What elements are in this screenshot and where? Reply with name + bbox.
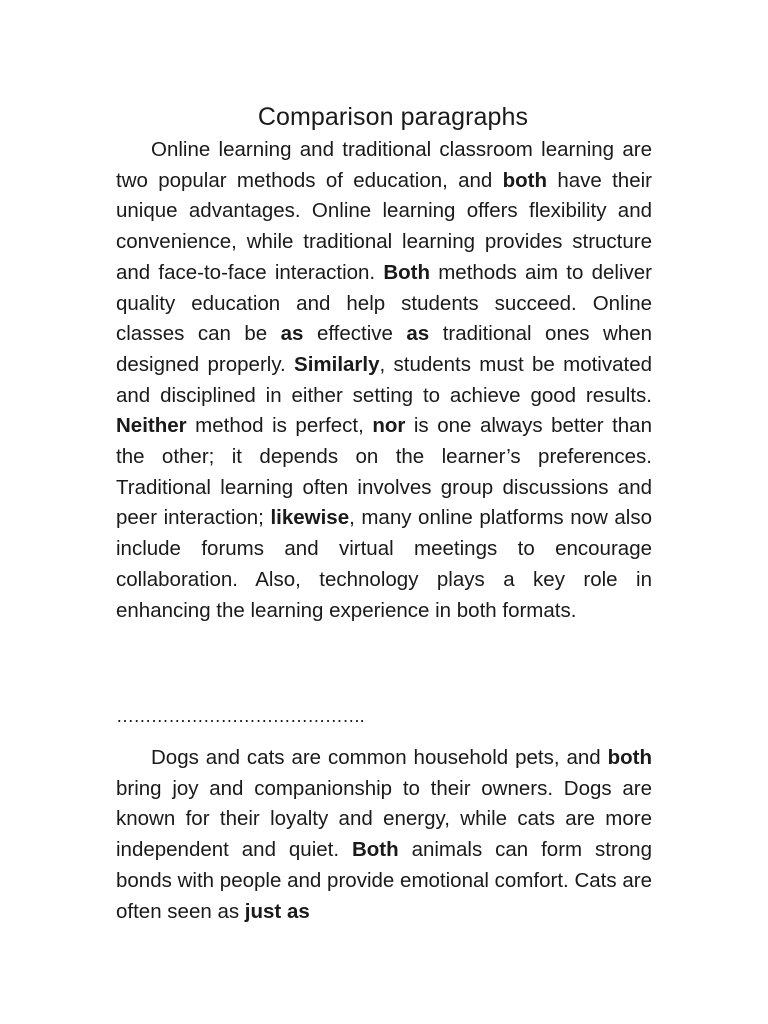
comparison-keyword: Neither	[116, 414, 187, 438]
text-segment: Online learning and traditional classroom learning are two popular methods of education, and	[116, 138, 652, 192]
paragraph-online-learning	[116, 135, 652, 626]
comparison-keyword: both	[607, 746, 652, 769]
text-segment: effective	[303, 322, 407, 346]
text-segment: , many online platforms now also include forums and virtual meetings to encourage collaboration. Also, technology plays a key role in enhancing the learning experience in both formats.	[116, 506, 652, 622]
text-segment: have their unique advantages. Online learning offers flexibility and convenience, while traditional learning provides structure and face-to-face interaction.	[116, 168, 652, 284]
text-segment: methods aim to deliver quality education and help students succeed. Online classes can be	[116, 260, 652, 346]
text-segment: bring joy and companionship to their owners. Dogs are known for their loyalty and energy, while cats are more independent and quiet.	[116, 776, 652, 862]
page-title: Comparison paragraphs	[257, 102, 529, 131]
comparison-keyword: both	[502, 168, 548, 192]
text-segment: method is perfect,	[186, 414, 373, 438]
section-separator: …………………………………….	[116, 706, 365, 726]
text-segment: animals can form strong bonds with people and provide emotional comfort. Cats are often seen as	[116, 838, 652, 923]
comparison-keyword: nor	[372, 414, 406, 438]
comparison-keyword: likewise	[270, 506, 350, 530]
comparison-keyword: as	[406, 322, 430, 346]
text-segment: is one always better than the other; it depends on the learner’s preferences. Traditional learning often involves group discussions and peer interaction;	[116, 414, 652, 530]
comparison-keyword: Both	[383, 260, 431, 284]
comparison-keyword: Both	[351, 838, 399, 862]
comparison-keyword: as	[280, 322, 304, 346]
text-segment: traditional ones when designed properly.	[116, 322, 652, 376]
comparison-keyword: Similarly	[294, 352, 380, 376]
comparison-keyword: just as	[244, 899, 310, 923]
text-segment: , students must be motivated and disciplined in either setting to achieve good results.	[116, 352, 652, 407]
paragraph-pets	[116, 743, 652, 927]
text-segment: Dogs and cats are common household pets, and	[151, 746, 608, 769]
